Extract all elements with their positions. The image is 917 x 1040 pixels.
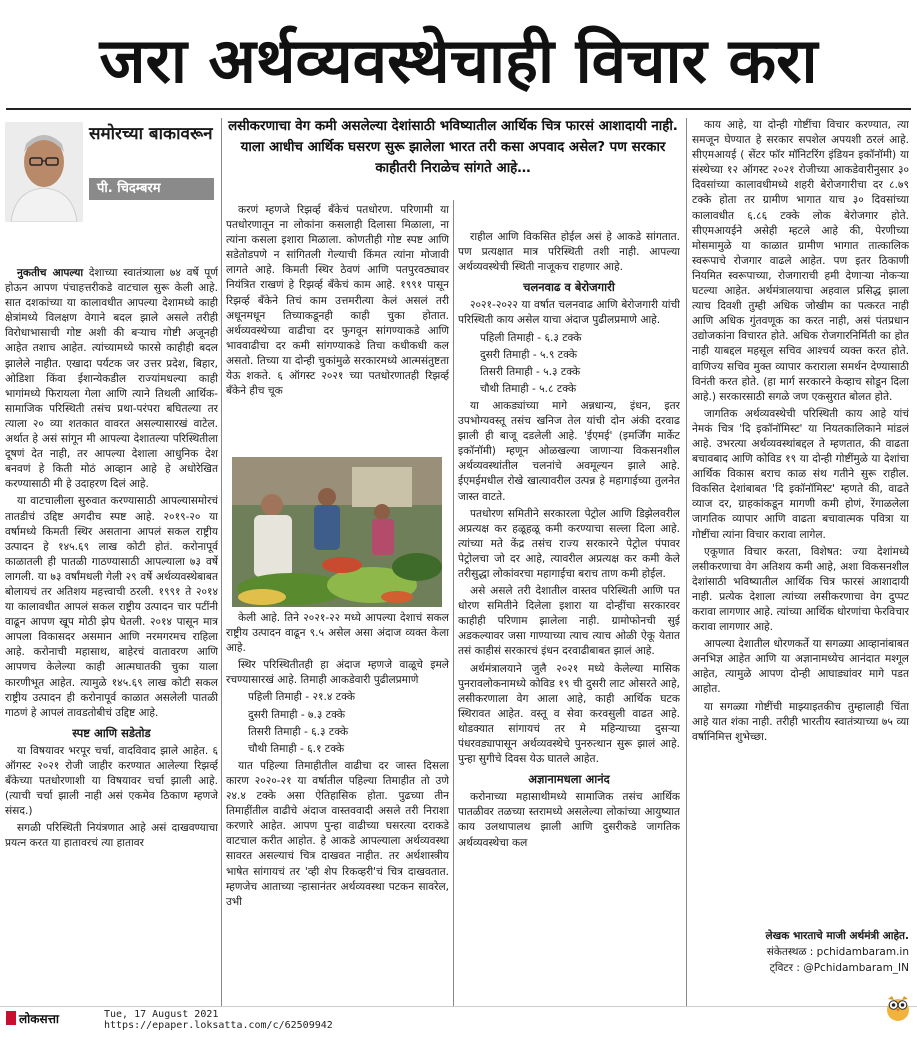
loksatta-logo[interactable] xyxy=(6,1010,94,1040)
article-headline: जरा अर्थव्यवस्थेचाही विचार करा xyxy=(99,24,818,97)
owl-icon xyxy=(885,993,911,1021)
market-photo xyxy=(232,457,442,607)
quarter-line: चौथी तिमाही - ६.१ टक्के xyxy=(248,742,345,755)
standfirst: लसीकरणाचा वेग कमी असलेल्या देशांसाठी भविष्यातील आर्थिक चित्र फारसं आशादायी नाही. याला आधीच आर्थिक घसरण सुरू झालेला भारत तरी कसा अपवाद असेल? पण सरकार काहीतरी निराळेच सांगते आहे… xyxy=(228,119,678,176)
paragraph: २०२१-२०२२ या वर्षात चलनवाढ आणि बेरोजगारी यांची परिस्थिती काय असेल याचा अंदाज पुढीलप्रमाणे आहे. xyxy=(458,299,680,327)
paragraph: या सगळ्या गोष्टींची माझ्याइतकीच तुम्हालाही चिंता आहे यात शंका नाही. तरीही भारतीय स्वातंत्र्याच्या ७५ व्या वर्षानिमित्त शुभेच्छा. xyxy=(692,700,909,743)
quarter-line: पहिली तिमाही - ६.३ टक्के xyxy=(480,331,582,344)
column-kicker: समोरच्या बाकावरून xyxy=(89,124,213,144)
quarter-line: दुसरी तिमाही - ७.३ टक्के xyxy=(248,708,346,721)
author-twitter: ट्विटर : @Pchidambaram_IN xyxy=(769,962,909,974)
paragraph: या आकड्यांच्या मागे अन्नधान्य, इंधन, इतर उपभोग्यवस्तू तसंच खनिज तेल यांची दोन अंकी दरवाढ झाली ही बाजू दडलेली आहे. 'ईएमई' (इमर्जिंग मार्केट इकॉनॉमी) म्हणून ओळखल्या जाणाऱ्या विकसनशील अर्थव्यवस्थांतील चलनांचे अवमूल्यन झाले आहे. ईएमईमधील रोखे खात्यावरील उत्पन्न हे महागाईच्या तुलनेत जास्त वाटते. xyxy=(458,399,680,503)
footer-rule xyxy=(0,1006,917,1007)
loksatta-logo-icon xyxy=(6,1011,94,1025)
headline-rule xyxy=(6,108,911,110)
paragraph: आपल्या देशातील धोरणकर्ते या सगळ्या आव्हानांबाबत अनभिज्ञ आहेत आणि या अज्ञानामध्येच आनंदात मश्गूल आहेत, त्यामुळे आपण दोन्ही आघाड्यांवर मागे पडत आहोत. xyxy=(692,638,909,696)
quarter-line: चौथी तिमाही - ५.८ टक्के xyxy=(480,382,577,395)
column-2-top xyxy=(226,203,449,458)
paragraph: करोनाच्या महासाथीमध्ये सामाजिक तसंच आर्थिक पातळीवर तळच्या स्तरामध्ये असलेल्या लोकांच्या आयुष्यात काय उलथापालथ झाली आणि दुसरीकडे जागतिक अर्थव्यवस्थेचा कल xyxy=(458,791,680,849)
paragraph: यात पहिल्या तिमाहीतील वाढीचा दर जास्त दिसला कारण २०२०-२१ या वर्षातील पहिल्या तिमाहीत तो उणे २४.४ टक्के असा ऐतिहासिक होता. पुढच्या तीन तिमाहींतील वाढीचे अंदाज वास्तववादी असले तरी निराशा करणारे आहेत. आपण पुन्हा वाढीच्या घसरत्या दराकडे वाटचाल करीत आहोत. हे आकडे आपल्याला अर्थव्यवस्था सावरत असल्याचं चित्र दाखवत नाहीत. तर अर्थशास्त्रीय भाषेत सांगायचं तर 'व्ही शेप रिकव्हरी'चं चित्र दाखवतात. म्हणजेच आताच्या ऱ्हासानंतर अर्थव्यवस्था पटकन सावरेल, उभी xyxy=(226,759,449,908)
column-divider xyxy=(221,118,222,1006)
paragraph-text: देशाच्या स्वातंत्र्याला ७४ वर्षे पूर्ण होऊन आपण पंचाहत्तरीकडे वाटचाल सुरू केली आहे. सात दशकांच्या या कालावधीत आपल्या देशामध्ये काही क्षेत्रांमध्ये विलक्षण वेगाने बदल झाले असले तरीही विरोधाभासाची गोष्ट अशी की बऱ्याच गोष्टी अजूनही आहेत तशाच आहेत. त्यांच्यामध्ये फारसे काहीही बदल झालेले नाहीत. एखादा पर्यटक जर उत्तर प्रदेश, बिहार, ओडिशा किंवा ईशान्येकडील राज्यांमधल्या काही भागांमध्ये फिरायला गेला आणि त्याने तिथली आर्थिक-सामाजिक परिस्थिती तसंच प्रथा-परंपरा बघितल्या तर त्याला २० व्या शतकात वावरत असल्यासारखं वाटेल. अर्थात हे असं सांगून मी आपल्या देशातल्या परिस्थितीला दूषणं देत नाही, तर आपल्या देशाला आधुनिक देश बनवणं हे किती मोठं आव्हान आहे हे अधोरेखित करण्यासाठी मी हे उदाहरण दिलं आहे. xyxy=(5,267,218,491)
author-name: पी. चिदम्बरम xyxy=(89,178,214,200)
author-portrait-icon xyxy=(5,122,83,222)
paragraph: असे असले तरी देशातील वास्तव परिस्थिती आणि पत धोरण समितीने दिलेला इशारा या दोन्हींचा सरकारवर काहीही परिणाम झालेला नाही. ग्रामोफोनची सुई अडकल्यावर जसा गाण्याच्या त्याच त्याच ओळी ऐकू येतात तसं काहीसं सरकारचं इंधन दरवाढीबाबत झालं आहे. xyxy=(458,585,680,658)
subheading: अज्ञानामधला आनंद xyxy=(528,772,610,787)
paragraph: स्थिर परिस्थितीतही हा अंदाज म्हणजे वाळूचे इमले रचण्यासारखं आहे. तिमाही आकडेवारी पुढीलप्रमाणे xyxy=(226,659,449,687)
paragraph: करणं म्हणजे रिझर्व्ह बँकेचं पतधोरण. परिणामी या पतधोरणातून ना लोकांना कसलाही दिलासा मिळाला, ना त्यांना कसला इशारा मिळाला. कोणतीही गोष्ट स्पष्ट आणि सडेतोडपणे न सांगितली गेल्याची किंमत त्यांना मोजावी लागते आहे. किमती स्थिर ठेवणं आणि पतपुरवठ्यावर नियंत्रित राखणं हे रिझर्व्ह बँकेचं काम आहे. १९९१ पासून रिझर्व्ह बँकेने तिचं काम उत्तमरीत्या केलं असलं तरी अधूनमधून तिच्याकडूनही काही चुका होतात. अर्थव्यवस्थेच्या वाढीचा दर फुगवून सांगण्याकडे आणि भाववाढीचा दर कमी सांगण्याकडे तिचा कधीकधी कल असतो. तिच्या या दोन्ही चुकांमुळे सरकारमध्ये आत्मसंतुष्टता येऊ शकते. ६ ऑगस्ट २०२१ च्या पतधोरणातही रिझर्व्ह बँकेने हीच चूक xyxy=(226,204,449,398)
author-photo xyxy=(5,122,83,222)
quarter-line: तिसरी तिमाही - ६.३ टक्के xyxy=(248,725,349,738)
publication-date: Tue, 17 August 2021 xyxy=(104,1009,219,1020)
paragraph: केली आहे. तिने २०२१-२२ मध्ये आपल्या देशाचं सकल राष्ट्रीय उत्पादन वाढून ९.५ असेल असा अंदाज व्यक्त केला आहे. xyxy=(226,612,449,655)
paragraph: राहील आणि विकसित होईल असं हे आकडे सांगतात. पण प्रत्यक्षात मात्र परिस्थिती तशी नाही. आपल्या अर्थव्यवस्थेची स्थिती नाजूकच राहणार आहे. xyxy=(458,231,680,274)
column-3 xyxy=(458,230,680,1001)
paragraph: या वाटचालीला सुरुवात करण्यासाठी आपल्यासमोरचं तातडीचं उद्दिष्ट अगदीच स्पष्ट आहे. २०१९-२० या वर्षामध्ये किमती स्थिर असताना आपलं सकल राष्ट्रीय उत्पादन हे १४५.६९ लाख कोटी होतं. करोनापूर्व काळातली ही पातळी गाठण्यासाठी आपल्याला ७३ वर्षे लागली. या ७३ वर्षांमधली गेली २९ वर्षे अर्थव्यवस्थेबाबत बोलायचं तर अतिशय महत्त्वाची ठरली. १९९१ ते २०१४ या कालावधीत आपलं सकल राष्ट्रीय उत्पादन चार पटींनी वाढून आपण खूप मोठी झेप घेतली. २०१४ पासून मात्र आपला विकासदर असमान आणि नरमगरमच राहिला आहे. करोनाची महासाथ, बाहेरचं वातावरण आणि आपणच केलेल्या काही आत्मघातकी चुका याला कारणीभूत आहेत. त्यामुळे १४५.६९ लाख कोटी सकल राष्ट्रीय उत्पादन ही करोनापूर्व काळात असलेली पातळी गाठणं हे आपलं तावडतोबीचं उद्दिष्ट आहे. xyxy=(5,495,218,719)
paragraph: अर्थमंत्रालयाने जुलै २०२१ मध्ये केलेल्या मासिक पुनरावलोकनामध्ये कोविड १९ ची दुसरी लाट ओसरते आहे, लसीकरणाला वेग आला आहे, काही आर्थिक घटक स्थिरावत आहेत. वस्तू व सेवा करवसुली वाढत आहे. थोडक्यात सांगायचं तर मे महिन्याच्या दुसऱ्या पंधरवड्यापासून अर्थव्यवस्थेचे पुनरुत्थान सुरू झालं आहे. पुन्हा सुगीचे दिवस येऊ घातले आहेत. xyxy=(458,662,680,766)
paragraph: जागतिक अर्थव्यवस्थेची परिस्थिती काय आहे यांचं नेमकं चित्र 'दि इकॉनॉमिस्ट' या नियतकालिकाने मांडलं आहे. उभरत्या अर्थव्यवस्थांबद्दल ते म्हणतात, की वाढता बचावबाद आणि कोविड १९ या दोन्ही गोष्टींमुळे या देशांचा आर्थिक विकास बराच काळ संथ गतीने सुरू राहील. विकसित देशांबाबत 'दि इकॉनॉमिस्ट' म्हणते की, वाढते व्याज दर, ग्राहकांकडून मागणी कमी होणं, रेंगाळलेला जागतिक व्यापार आणि वाढता बचावात्मक पवित्रा या गोष्टींचा त्यांना विचार करावा लागेल. xyxy=(692,407,909,541)
paragraph: सगळी परिस्थिती नियंत्रणात आहे असं दाखवण्याचा प्रयत्न करत या हातावरचं त्या हातावर xyxy=(5,822,218,850)
author-website: संकेतस्थळ : pchidambaram.in xyxy=(766,946,909,958)
brand-name: लोकसत्ता xyxy=(19,1012,59,1025)
author-note: लेखक भारताचे माजी अर्थमंत्री आहेत. xyxy=(765,930,909,942)
paragraph xyxy=(5,266,218,492)
column-4 xyxy=(692,118,909,926)
paragraph: पतधोरण समितीने सरकारला पेट्रोल आणि डिझेलवरील अप्रत्यक्ष कर हळूहळू कमी करण्याचा सल्ला दिला आहे. त्यांच्या मते केंद्र तसंच राज्य सरकारने पेट्रोल पंपावर पेट्रोलचा जो दर आहे, त्यावरील अप्रत्यक्ष कर कमी केले तरीसुद्धा लोकांवरचा महागाईचा बराच ताण कमी होईल. xyxy=(458,507,680,580)
subheading: स्पष्ट आणि सडेतोड xyxy=(72,725,151,740)
paragraph: या विषयावर भरपूर चर्चा, वादविवाद झाले आहेत. ६ ऑगस्ट २०२१ रोजी जाहीर करण्यात आलेल्या रिझर्व्ह बँकेच्या पतधोरणाशी या विषयावर चर्चा झाली आहे. (त्याची चर्चा झाली नाही असं एकमेव ठिकाण म्हणजे संसद.) xyxy=(5,744,218,818)
column-divider xyxy=(453,200,454,1006)
owl-mascot xyxy=(885,993,911,1021)
author-signoff xyxy=(692,928,909,976)
column-2-bottom xyxy=(226,611,449,1001)
quarter-line: तिसरी तिमाही - ५.३ टक्के xyxy=(480,365,581,378)
column-divider xyxy=(686,118,687,1006)
subheading: चलनवाढ व बेरोजगारी xyxy=(523,280,615,295)
quarter-line: दुसरी तिमाही - ५.९ टक्के xyxy=(480,348,578,361)
paragraph: काय आहे, या दोन्ही गोष्टींचा विचार करण्यात, त्या समजून घेण्यात हे सरकार सपशेल अपयशी ठरलं आहे. सीएमआयई ( सेंटर फॉर मॉनिटरिंग इंडियन इकॉनॉमी) या संस्थेच्या १२ ऑगस्ट २०२१ रोजीच्या आकडेवारीनुसार ३० दिवसांच्या कालावधीमध्ये शहरी बेरोजगारीचा दर ८.७९ टक्के होता तर ग्रामीण भागात याच ३० दिवसांच्या कालावधीत ६.८६ टक्के लोक बेरोजगार होते. सीएमआयईने असेही म्हटले आहे की, पेरणीच्या मोसमामुळे या काळात ग्रामीण भागात तात्कालिक स्वरूपाचे रोजगार वाढले आहेत. पण इतर ठिकाणी नियमित स्वरूपाच्या, रोजगाराची हमी देणाऱ्या नोकऱ्या घटल्या आहेत. अर्थमंत्रालयाचा अहवाल प्रसिद्ध झाला त्याच दिवशी तुम्ही अधिक जोखीम का पत्करत नाही आणि अधिक गुंतवणूक का करत नाही, असं पंतप्रधान उद्योजकांना विचारत होते. अधिक रोजगारनिर्मिती का होत नाही याबद्दल महसूल सचिव आश्चर्य व्यक्त करत होते. वाणिज्य सचिव मुक्त व्यापार कराराला समर्थन देण्यासाठी विनंती करत होते. (हा मार्ग सरकारने केव्हाच सोडून दिला आहे.) सरकारसाठी सगळे जण एकसुरात बोलत होते. xyxy=(692,119,909,403)
paragraph: एकूणात विचार करता, विशेषत: ज्या देशांमध्ये लसीकरणाचा वेग अतिशय कमी आहे, अशा विकसनशील देशांसाठी भविष्यातील आर्थिक चित्र फारसं आशादायी नाही. प्रत्येक देशाला त्यांच्या लसीकरणाचा वेग दुप्पट करावा लागणार आहे. त्यांच्या आर्थिक धोरणांचा फेरविचार करावा लागणार आहे. xyxy=(692,545,909,634)
column-1 xyxy=(5,266,218,1001)
author-box xyxy=(5,118,218,258)
lead-in: नुकतीच आपल्या xyxy=(17,267,84,279)
quarter-line: पहिली तिमाही - २१.४ टक्के xyxy=(248,691,355,704)
vegetable-market-photo-icon xyxy=(232,457,442,607)
epaper-link[interactable]: https://epaper.loksatta.com/c/62509942 xyxy=(104,1020,333,1031)
